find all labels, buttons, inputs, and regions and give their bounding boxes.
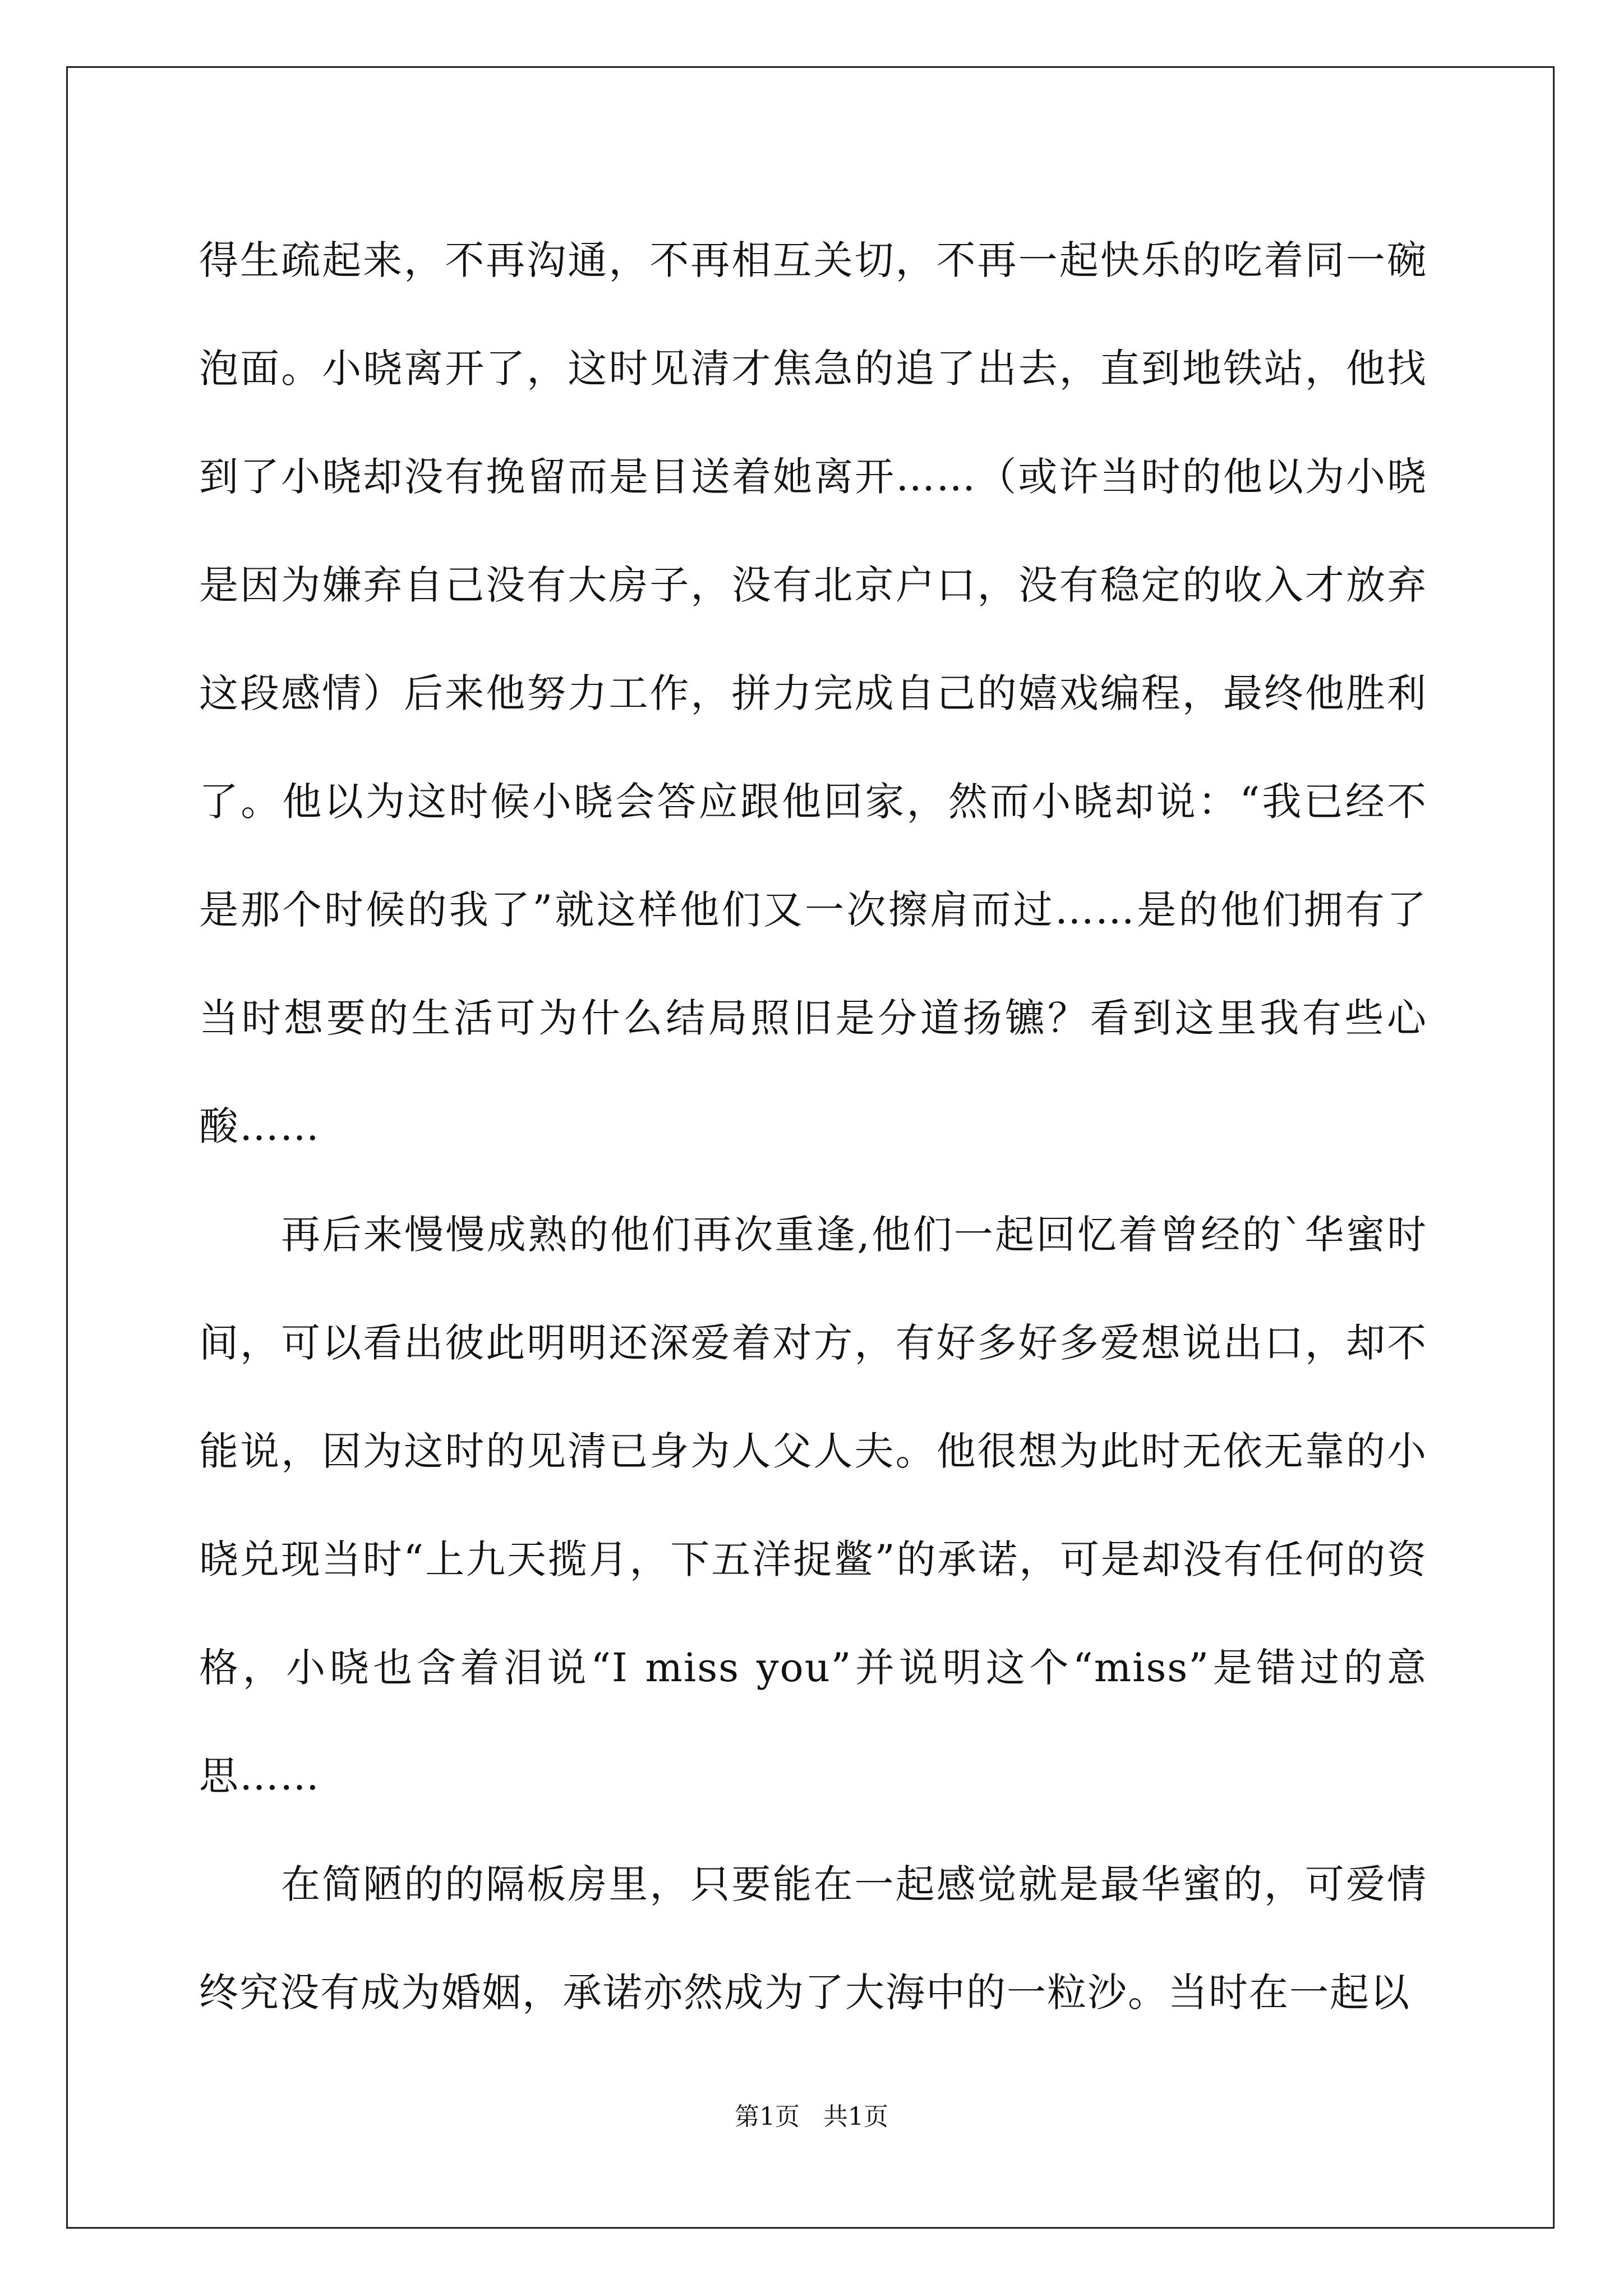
paragraph-3: 在简陋的的隔板房里，只要能在一起感觉就是最华蜜的，可爱情终究没有成为婚姻，承诺亦然成为了大海中的一粒沙。当时在一起以 xyxy=(199,1861,1427,2016)
paragraph-1: 得生疏起来，不再沟通，不再相互关切，不再一起快乐的吃着同一碗泡面。小晓离开了，这时见清才焦急的追了出去，直到地铁站，他找到了小晓却没有挽留而是目送着她离开……（或许当时的他以为小晓是因为嫌弃自己没有大房子，没有北京户口，没有稳定的收入才放弃这段感情）后来他努力工作，拼力完成自己的嬉戏编程，最终他胜利了。他以为这时候小晓会答应跟他回家，然而小晓却说：“我已经不是那个时候的我了”就这样他们又一次擦肩而过……是的他们拥有了当时想要的生活可为什么结局照旧是分道扬镳？看到这里我有些心酸…… xyxy=(199,237,1427,1149)
page-footer xyxy=(0,2100,1623,2134)
document-body xyxy=(199,206,1427,2047)
page-total: 共1页 xyxy=(823,2102,888,2131)
paragraph-2: 再后来慢慢成熟的他们再次重逢,他们一起回忆着曾经的`华蜜时间，可以看出彼此明明还深爱着对方，有好多好多爱想说出口，却不能说，因为这时的见清已身为人父人夫。他很想为此时无依无靠的小晓兑现当时“上九天揽月，下五洋捉鳖”的承诺，可是却没有任何的资格，小晓也含着泪说“I miss you”并说明这个“miss”是错过的意思…… xyxy=(199,1212,1427,1799)
footer-spacer xyxy=(800,2102,823,2131)
page-number: 第1页 xyxy=(735,2102,800,2131)
